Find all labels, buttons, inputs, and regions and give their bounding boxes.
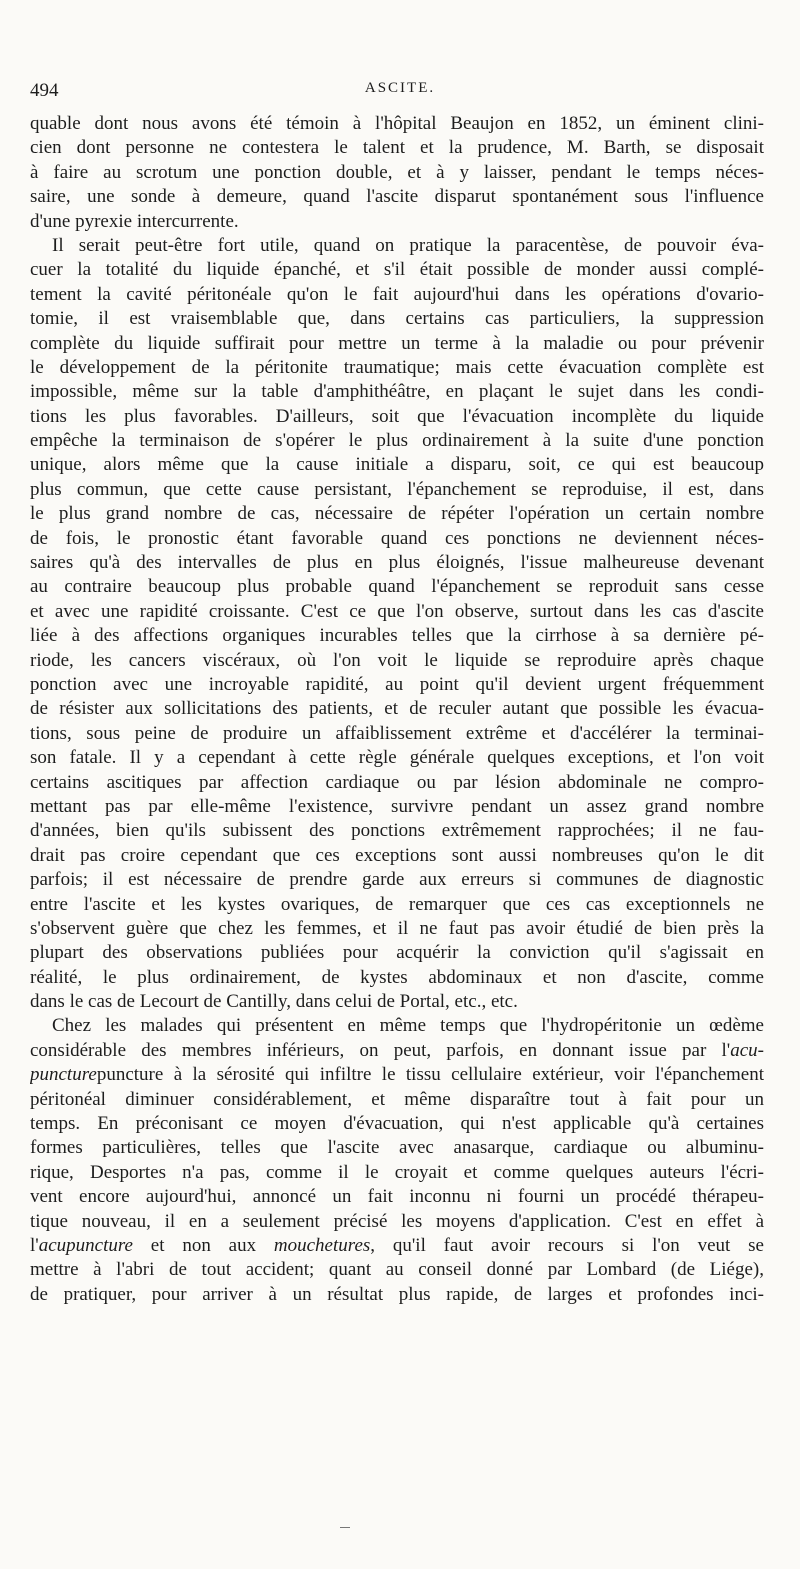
line-text: l' — [30, 1234, 39, 1256]
text-line: de fois, le pronostic étant favorable quand ces ponctions ne deviennent néces- — [30, 527, 764, 549]
text-line — [30, 1063, 764, 1087]
text-line: saire, une sonde à demeure, quand l'ascite disparut spontanément sous l'influence — [30, 186, 764, 208]
line-text: , qu'il faut avoir recours si l'on veut se — [370, 1234, 764, 1256]
text-line: cuer la totalité du liquide épanché, et s'il était possible de monder aussi complé- — [30, 259, 764, 281]
text-line: cien dont personne ne contestera le talent et la prudence, M. Barth, se disposait — [30, 137, 764, 159]
text-line: mettre à l'abri de tout accident; quant au conseil donné par Lombard (de Liége), — [30, 1259, 764, 1281]
footer-mark — [340, 1527, 350, 1528]
text-line: tement la cavité péritonéale qu'on le fait aujourd'hui dans les opérations d'ovario- — [30, 283, 764, 305]
text-line: le plus grand nombre de cas, nécessaire de répéter l'opération un certain nombre — [30, 503, 764, 525]
page-number: 494 — [30, 80, 59, 101]
text-line: réalité, le plus ordinairement, de kystes abdominaux et non d'ascite, comme — [30, 966, 764, 988]
running-title: ASCITE. — [364, 80, 436, 96]
text-line: impossible, même sur la table d'amphithéâtre, en plaçant le sujet dans les condi- — [30, 381, 764, 403]
italic-term: puncture — [30, 1064, 97, 1086]
text-line — [30, 1039, 764, 1063]
text-line: Chez les malades qui présentent en même temps que l'hydropéritonie un œdème — [52, 1015, 764, 1037]
line-text: puncture à la sérosité qui infiltre le tissu cellulaire extérieur, voir l'épanchement — [96, 1064, 764, 1086]
text-line: tions les plus favorables. D'ailleurs, soit que l'évacuation incomplète du liquide — [30, 405, 764, 427]
text-line: le développement de la péritonite traumatique; mais cette évacuation complète est — [30, 356, 764, 378]
text-line: complète du liquide suffirait pour mettre un terme à la maladie ou pour prévenir — [30, 332, 764, 354]
text-line: temps. En préconisant ce moyen d'évacuation, qui n'est applicable qu'à certaines — [30, 1113, 764, 1135]
text-line: empêche la terminaison de s'opérer le plus ordinairement à la suite d'une ponction — [30, 430, 764, 452]
italic-term: acupuncture — [38, 1234, 133, 1256]
text-line: plupart des observations publiées pour acquérir la conviction qu'il s'agissait en — [30, 942, 764, 964]
text-line: plus commun, que cette cause persistant, l'épanchement se reproduise, il est, dans — [30, 478, 764, 500]
text-line: Il serait peut-être fort utile, quand on pratique la paracentèse, de pouvoir éva- — [52, 234, 764, 256]
text-line: drait pas croire cependant que ces exceptions sont aussi nombreuses qu'on le dit — [30, 844, 764, 866]
text-line: liée à des affections organiques incurables telles que la cirrhose à sa dernière pé- — [30, 625, 764, 647]
body-text — [30, 112, 764, 1307]
line-text: considérable des membres inférieurs, on peut, parfois, en donnant issue par l' — [30, 1039, 731, 1061]
text-line: ponction avec une incroyable rapidité, au point qu'il devient urgent fréquemment — [30, 673, 764, 695]
text-line: tions, sous peine de produire un affaiblissement extrême et d'accélérer la terminai- — [30, 722, 764, 744]
text-line: quable dont nous avons été témoin à l'hôpital Beaujon en 1852, un éminent clini- — [30, 113, 764, 134]
text-line: parfois; il est nécessaire de prendre garde aux erreurs si communes de diagnostic — [30, 869, 764, 891]
text-line: d'une pyrexie intercurrente. — [30, 210, 239, 232]
text-line — [30, 1234, 764, 1258]
text-line: tique nouveau, il en a seulement précisé les moyens d'application. C'est en effet à — [30, 1210, 764, 1232]
text-line: riode, les cancers viscéraux, où l'on voit le liquide se reproduire après chaque — [30, 649, 764, 671]
text-line: et avec une rapidité croissante. C'est ce que l'on observe, surtout dans les cas d'ascite — [30, 600, 764, 622]
text-line: certains ascitiques par affection cardiaque ou par lésion abdominale ne compro- — [30, 771, 764, 793]
text-line: au contraire beaucoup plus probable quand l'épanchement se reproduit sans cesse — [30, 576, 764, 598]
italic-term: mouchetures — [273, 1234, 371, 1256]
text-line: mettant pas par elle-même l'existence, survivre pendant un assez grand nombre — [30, 795, 764, 817]
text-line: de résister aux sollicitations des patients, et de reculer autant que possible les évacua- — [30, 698, 764, 720]
text-line: tomie, il est vraisemblable que, dans certains cas particuliers, la suppression — [30, 308, 764, 330]
text-line: péritonéal diminuer considérablement, et même disparaître tout à fait pour un — [30, 1088, 764, 1110]
text-line: s'observent guère que chez les femmes, et il ne faut pas avoir étudié de bien près la — [30, 917, 764, 939]
text-line: saires qu'à des intervalles de plus en plus éloignés, l'issue malheureuse devenant — [30, 552, 764, 574]
italic-term: acu- — [730, 1039, 764, 1061]
text-line: formes particulières, telles que l'ascite avec anasarque, cardiaque ou albuminu- — [30, 1137, 764, 1159]
line-text: et non aux — [132, 1234, 274, 1256]
text-line: entre l'ascite et les kystes ovariques, de remarquer que ces cas exceptionnels ne — [30, 893, 764, 915]
text-line: son fatale. Il y a cependant à cette règle générale quelques exceptions, et l'on voit — [30, 747, 764, 769]
text-line: unique, alors même que la cause initiale a disparu, soit, ce qui est beaucoup — [30, 454, 764, 476]
page-header — [30, 80, 770, 108]
text-line: à faire au scrotum une ponction double, et à y laisser, pendant le temps néces- — [30, 161, 764, 183]
text-line: d'années, bien qu'ils subissent des ponctions extrêmement rapprochées; il ne fau- — [30, 820, 764, 842]
text-line: de pratiquer, pour arriver à un résultat plus rapide, de larges et profondes inci- — [30, 1283, 764, 1305]
text-line: dans le cas de Lecourt de Cantilly, dans celui de Portal, etc., etc. — [30, 991, 518, 1013]
text-line: vent encore aujourd'hui, annoncé un fait inconnu ni fourni un procédé thérapeu- — [30, 1186, 764, 1208]
text-line: rique, Desportes n'a pas, comme il le croyait et comme quelques auteurs l'écri- — [30, 1161, 764, 1183]
